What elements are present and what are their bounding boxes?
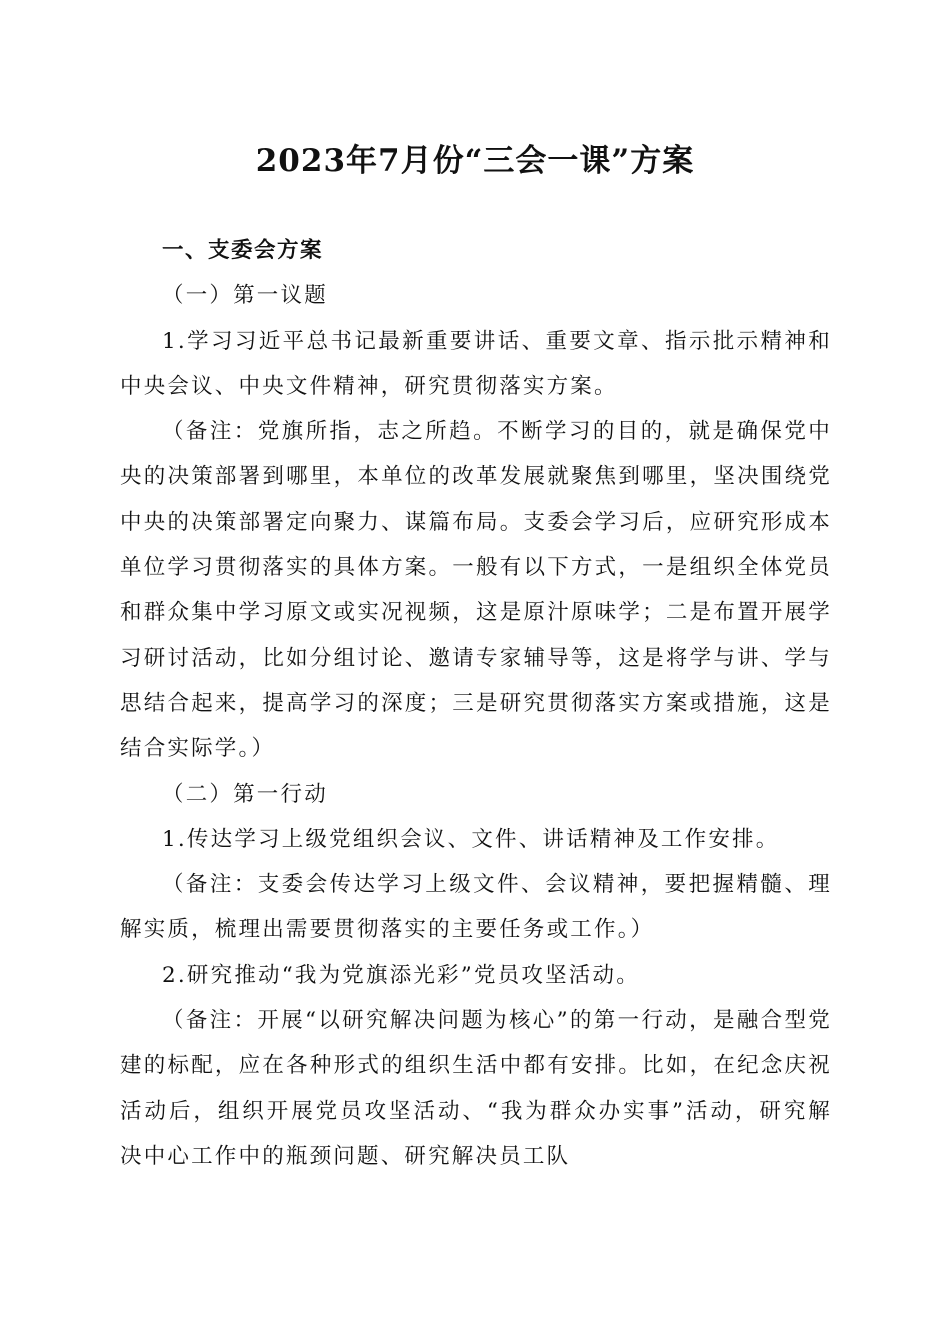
subsection-heading-first-action: （二）第一行动 <box>162 781 328 807</box>
paragraph-action-item-1: 1.传达学习上级党组织会议、文件、讲话精神及工作安排。 <box>162 826 780 852</box>
paragraph-note-3: （备注：开展“以研究解决问题为核心”的第一行动，是融合型党建的标配，应在各种形式的组织生活中都有安排。比如，在纪念庆祝活动后，组织开展党员攻坚活动、“我为群众办实事”活动，研究解决中心工作中的瓶颈问题、研究解决员工队 <box>120 1008 832 1169</box>
document-title: 2023年7月份“三会一课”方案 <box>255 143 695 179</box>
paragraph-note-1: （备注：党旗所指，志之所趋。不断学习的目的，就是确保党中央的决策部署到哪里，本单位的改革发展就聚焦到哪里，坚决围绕党中央的决策部署定向聚力、谋篇布局。支委会学习后，应研究形成本单位学习贯彻落实的具体方案。一般有以下方式，一是组织全体党员和群众集中学习原文或实况视频，这是原汁原味学；二是布置开展学习研讨活动，比如分组讨论、邀请专家辅导等，这是将学与讲、学与思结合起来，提高学习的深度；三是研究贯彻落实方案或措施，这是结合实际学。） <box>120 419 832 762</box>
paragraph-action-item-2: 2.研究推动“我为党旗添光彩”党员攻坚活动。 <box>162 962 640 988</box>
document-body <box>120 228 832 1179</box>
paragraph-item-1: 1.学习习近平总书记最新重要讲话、重要文章、指示批示精神和中央会议、中央文件精神，研究贯彻落实方案。 <box>120 328 832 399</box>
section-heading-branch-committee: 一、支委会方案 <box>162 238 324 263</box>
paragraph-note-2: （备注：支委会传达学习上级文件、会议精神，要把握精髓、理解实质，梳理出需要贯彻落实的主要任务或工作。） <box>120 872 832 943</box>
subsection-heading-first-topic: （一）第一议题 <box>162 283 328 309</box>
